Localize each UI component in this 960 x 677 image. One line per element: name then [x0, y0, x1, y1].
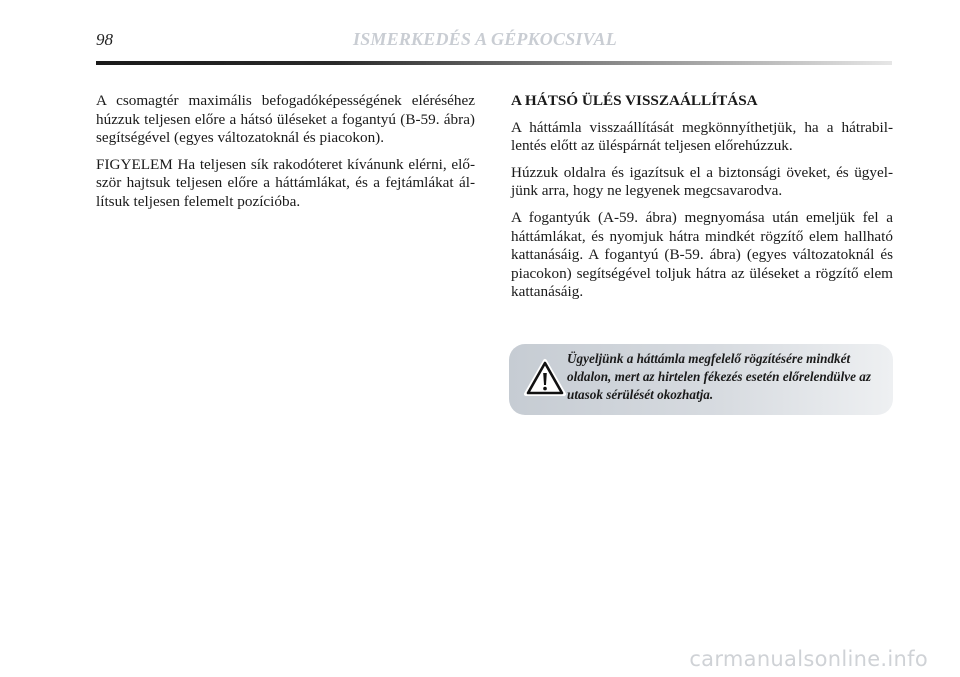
page-number: 98: [96, 30, 113, 49]
right-paragraph-2: Húzzuk oldalra és igazítsuk el a biztonsági öveket, és ügyeljünk arra, hogy ne legyenek megcsavarodva.: [511, 163, 893, 200]
left-paragraph-2: FIGYELEM Ha teljesen sík rakodóteret kívánunk elérni, először hajtsuk teljesen előre a háttámlákat, és a fejtámlákat állítsuk teljesen felemelt pozícióba.: [96, 155, 475, 210]
right-column: [511, 92, 893, 310]
warning-text: Ügyeljünk a háttámla megfelelő rögzítésére mindkét oldalon, mert az hirtelen fékezés esetén előrelendülve az utasok sérülését okozhatja.: [567, 351, 872, 402]
right-paragraph-3: A fogantyúk (A-59. ábra) megnyomása után emeljük fel a háttámlákat, és nyomjuk hátra mindkét rögzítő elem hallható kattanásáig. A fogantyú (B-59. ábra) (egyes változatoknál és piacokon) segítségével toljuk hátra az üléseket a rögzítő elem kattanásáig.: [511, 208, 893, 301]
watermark: carmanualsonline.info: [689, 647, 928, 671]
section-heading: A HÁTSÓ ÜLÉS VISSZAÁLLÍTÁSA: [511, 92, 758, 109]
left-paragraph-1: A csomagtér maximális befogadóképességének eléréséhez húzzuk teljesen előre a hátsó üléseket a fogantyú (B-59. ábra) segítségével (egyes változatoknál és piacokon).: [96, 92, 475, 147]
left-column: [96, 92, 475, 220]
right-paragraph-1: A háttámla visszaállítását megkönnyíthetjük, ha a hátrabillentés előtt az üléspárnát teljesen előrehúzzuk.: [511, 118, 893, 155]
warning-triangle-icon: [523, 358, 567, 398]
warning-box: [509, 344, 893, 415]
chapter-title: ISMERKEDÉS A GÉPKOCSIVAL: [353, 29, 617, 49]
header-rule: [96, 61, 892, 65]
